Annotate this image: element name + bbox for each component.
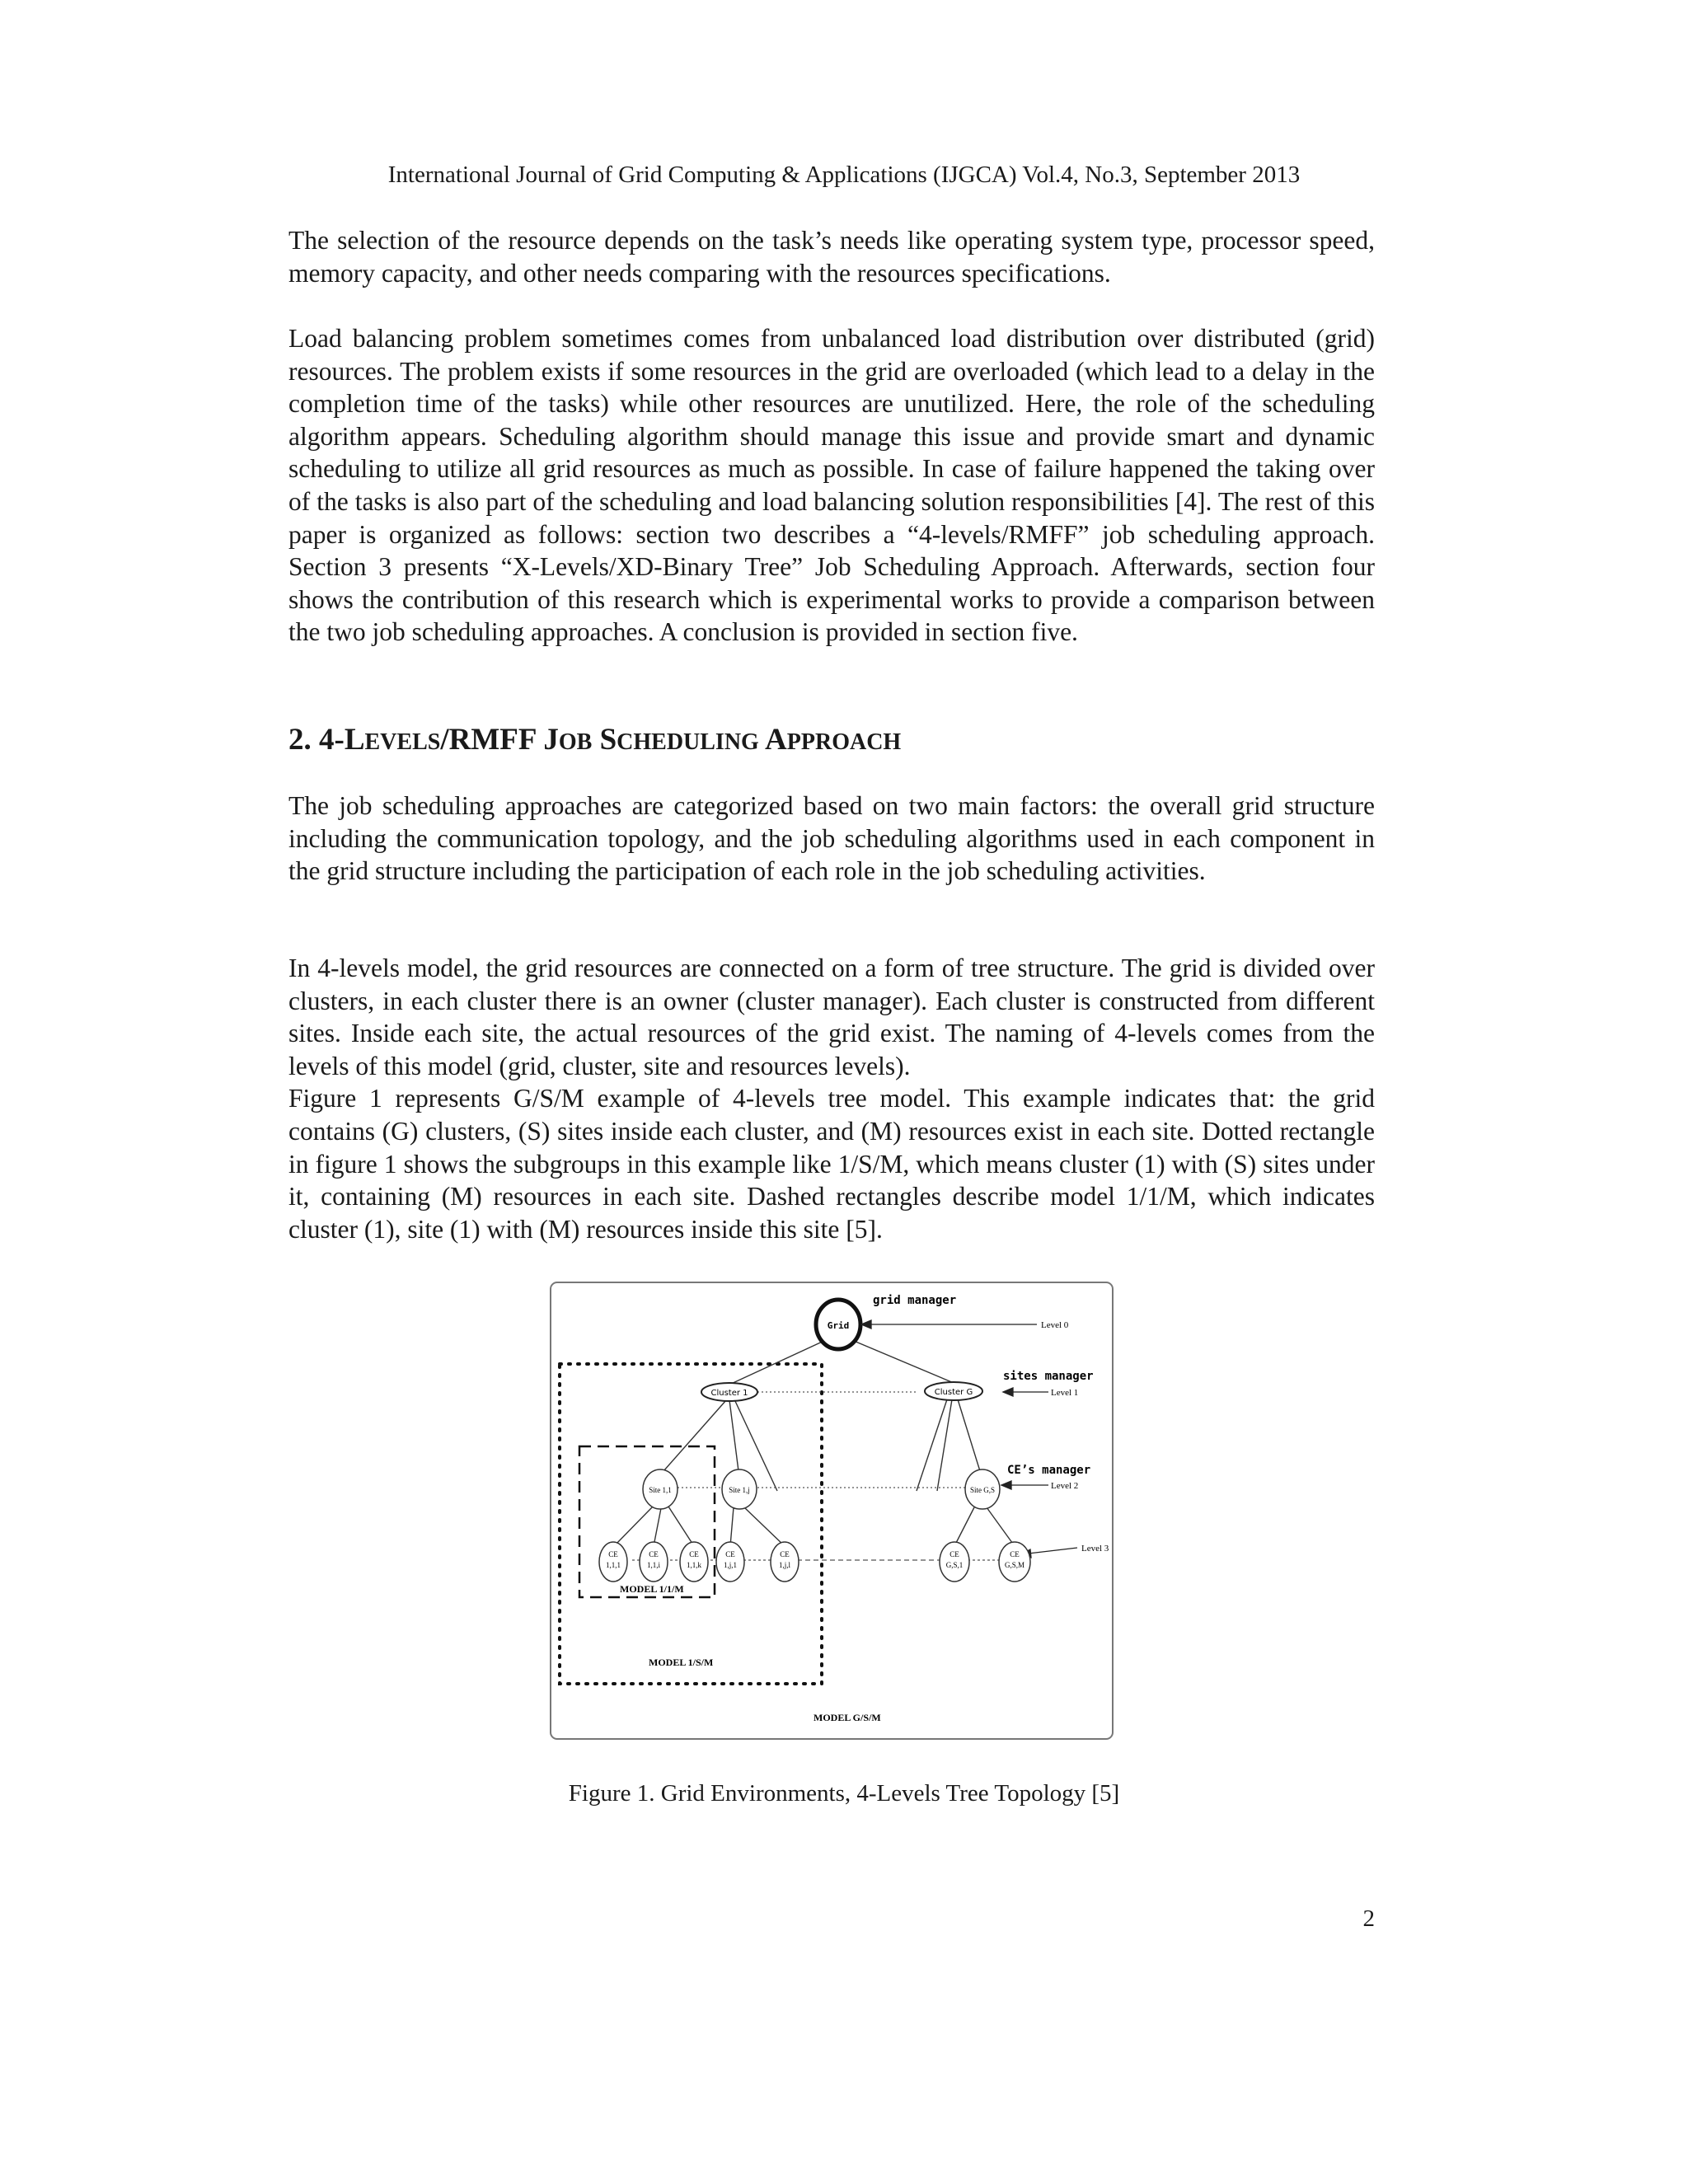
section-paragraph-2 xyxy=(288,952,1375,1245)
page-number: 2 xyxy=(1362,1905,1375,1932)
svg-text:CE: CE xyxy=(950,1550,959,1558)
svg-text:G,S,M: G,S,M xyxy=(1004,1561,1025,1569)
grid-node-label: Grid xyxy=(827,1320,850,1331)
svg-text:CE: CE xyxy=(1010,1550,1020,1558)
intro-paragraph-1 xyxy=(288,224,1375,289)
ce-node xyxy=(599,1542,627,1582)
paragraph: Load balancing problem sometimes comes from unbalanced load distribution over distributed (grid) resources. The problem exists if some resources in the grid are overloaded (which lead to a delay in the completion time of the tasks) while other resources are unutilized. Here, the role of the scheduling algorithm appears. Scheduling algorithm should manage this issue and provide smart and dynamic scheduling to utilize all grid resources as much as possible. In case of failure happened the taking over of the tasks is also part of the scheduling and load balancing solution responsibilities [4]. The rest of this paper is organized as follows: section two describes a “4-levels/RMFF” job scheduling approach. Section 3 presents “X-Levels/XD-Binary Tree” Job Scheduling Approach. Afterwards, section four shows the contribution of this research which is experimental works to provide a comparison between the two job scheduling approaches. A conclusion is provided in section five. xyxy=(288,324,1375,647)
svg-text:1,j,l: 1,j,l xyxy=(778,1561,791,1569)
grid-manager-label: grid manager xyxy=(873,1294,957,1307)
level-1-label: Level 1 xyxy=(1051,1388,1079,1398)
svg-text:G,S,1: G,S,1 xyxy=(945,1561,964,1569)
ce-node xyxy=(680,1542,708,1582)
ce-node xyxy=(771,1542,799,1582)
sites-manager-label: sites manager xyxy=(1003,1370,1094,1383)
intro-paragraph-2 xyxy=(288,322,1375,649)
ce-node xyxy=(640,1542,668,1582)
model-11m-label: MODEL 1/1/M xyxy=(620,1583,684,1595)
paragraph: The selection of the resource depends on the task’s needs like operating system type, processor speed, memory capacity, and other needs comparing with the resources specifications. xyxy=(288,226,1375,288)
section-heading xyxy=(288,722,1375,761)
site-g-s-label: Site G,S xyxy=(969,1486,996,1494)
model-gsm-frame xyxy=(551,1282,1113,1739)
svg-text:CE: CE xyxy=(780,1550,790,1558)
model-gsm-label: MODEL G/S/M xyxy=(814,1712,881,1723)
site-1-j-label: Site 1,j xyxy=(729,1486,750,1494)
ce-node xyxy=(716,1542,744,1582)
tree-topology-diagram xyxy=(550,1282,1114,1740)
svg-text:1,1,i: 1,1,i xyxy=(646,1561,661,1569)
svg-text:1,1,k: 1,1,k xyxy=(687,1561,701,1569)
level-2-label: Level 2 xyxy=(1051,1481,1079,1491)
ce-node xyxy=(999,1542,1030,1582)
cluster-1-label: Cluster 1 xyxy=(710,1389,748,1398)
figure-grid-topology xyxy=(550,1282,1114,1740)
paragraph: In 4-levels model, the grid resources are connected on a form of tree structure. The grid is divided over clusters, in each cluster there is an owner (cluster manager). Each cluster is constructed from different sites. Inside each site, the actual resources of the grid exist. The naming of 4-levels comes from the levels of this model (grid, cluster, site and resources levels). xyxy=(288,954,1375,1080)
level-0-label: Level 0 xyxy=(1041,1320,1069,1330)
ces-manager-label: CE’s manager xyxy=(1007,1464,1091,1477)
running-header: International Journal of Grid Computing & Applications (IJGCA) Vol.4, No.3, September 2013 xyxy=(387,162,1301,188)
section-title: 2. 4-LEVELS/RMFF JOB SCHEDULING APPROACH xyxy=(288,723,902,757)
paragraph: Figure 1 represents G/S/M example of 4-levels tree model. This example indicates that: the grid contains (G) clusters, (S) sites inside each cluster, and (M) resources exist in each site. Dotted rectangle in figure 1 shows the subgroups in this example like 1/S/M, which means cluster (1) with (S) sites under it, containing (M) resources in each site. Dashed rectangles describe model 1/1/M, which indicates cluster (1), site (1) with (M) resources inside this site [5]. xyxy=(288,1084,1375,1244)
site-1-1-label: Site 1,1 xyxy=(649,1486,672,1494)
figure-caption: Figure 1. Grid Environments, 4-Levels Tree Topology [5] xyxy=(568,1780,1120,1807)
svg-text:CE: CE xyxy=(649,1550,659,1558)
svg-text:CE: CE xyxy=(608,1550,618,1558)
paragraph: The job scheduling approaches are categorized based on two main factors: the overall grid structure including the communication topology, and the job scheduling algorithms used in each component in the grid structure including the participation of each role in the job scheduling activities. xyxy=(288,791,1375,886)
level-3-label: Level 3 xyxy=(1081,1544,1109,1554)
ce-node xyxy=(940,1542,969,1582)
svg-text:1,1,1: 1,1,1 xyxy=(606,1561,621,1569)
svg-text:CE: CE xyxy=(689,1550,699,1558)
svg-text:CE: CE xyxy=(725,1550,735,1558)
section-paragraph-1 xyxy=(288,790,1375,888)
model-1sm-label: MODEL 1/S/M xyxy=(649,1657,714,1668)
svg-text:1,j,1: 1,j,1 xyxy=(723,1561,738,1569)
cluster-g-label: Cluster G xyxy=(934,1388,973,1397)
